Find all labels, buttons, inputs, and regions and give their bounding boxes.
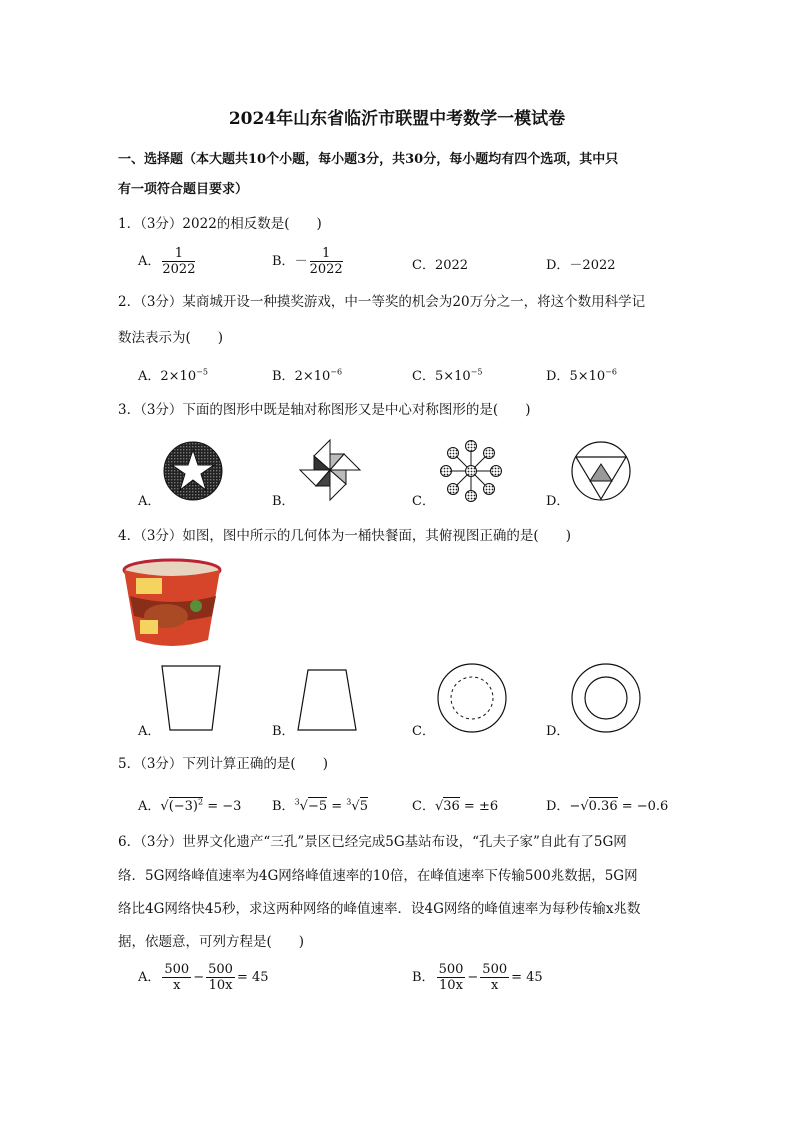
q2-d-exp: −6 — [605, 367, 617, 377]
q6-option-b — [412, 962, 543, 993]
q2-option-d — [546, 365, 617, 384]
q6-option-a — [138, 962, 269, 993]
page-title: 2024年山东省临沂市联盟中考数学一模试卷 — [228, 109, 566, 129]
q3-option-b: B． — [272, 494, 295, 509]
q3-figure-a-star-circle — [162, 440, 224, 502]
q6-b-n2: 500 — [482, 962, 508, 977]
q1-b-num: 1 — [310, 246, 343, 262]
q2-a-label: A． — [138, 369, 161, 384]
q2-c-base: 5×10 — [434, 369, 471, 384]
q4-option-a: A． — [138, 724, 161, 739]
q5-b-index: 3 — [294, 797, 300, 807]
q5-option-a: A．$√(-3)^2 = -3$ — [138, 797, 242, 814]
q5-option-d: D．−√0.36 = −0.6 — [546, 799, 669, 814]
section-heading-line1: 一、选择题（本大题共10个小题，每小题3分，共30分，每小题均有四个选项，其中只 — [118, 152, 619, 167]
q1-option-a — [138, 246, 197, 277]
q5-b-index2: 3 — [346, 797, 352, 807]
q5-c-rad: 36 — [443, 799, 460, 814]
q6-stem-line1: 6．（3分）世界文化遗产“三孔”景区已经完成5G基站布设，“孔夫子家”自此有了5G网 — [118, 834, 627, 850]
q5-a-label: A． — [138, 799, 161, 814]
q3-figure-d-triangle-circle — [570, 440, 632, 502]
q5-d-rad: 0.36 — [588, 799, 618, 814]
q6-a-op: − — [193, 970, 205, 985]
q2-a-exp: −5 — [196, 367, 208, 377]
q3-option-c: C． — [412, 494, 435, 509]
q1-b-den: 2022 — [309, 262, 343, 277]
q5-a-radicand — [169, 797, 203, 814]
q2-option-a — [138, 365, 208, 384]
q6-b-rhs: = 45 — [511, 970, 543, 985]
q1-a-label: A． — [138, 254, 161, 269]
q6-a-label: A． — [138, 970, 161, 985]
q5-b-rad: −5 — [307, 799, 328, 814]
q4-option-c: C． — [412, 724, 435, 739]
section-heading-line2: 有一项符合题目要求） — [118, 182, 249, 197]
q5-b-rad2: 5 — [359, 799, 368, 814]
q1-a-fraction — [162, 246, 195, 277]
q3-figure-b-pinwheel — [296, 436, 364, 504]
q1-b-sign: － — [294, 254, 308, 269]
q1-b-fraction — [310, 246, 343, 277]
q5-d-rhs: = −0.6 — [617, 799, 669, 814]
q5-option-b: B．$^3$√−5 = $^3$√5 — [272, 797, 368, 814]
q6-b-label: B． — [412, 970, 435, 985]
q1-option-c: C．2022 — [412, 258, 469, 273]
q6-b-d1: 10x — [439, 978, 463, 993]
q4-figure-d-concentric-circles — [570, 662, 642, 734]
q3-stem: 3．（3分）下面的图形中既是轴对称图形又是中心对称图形的是( ) — [118, 402, 531, 418]
q1-stem: 1．（3分）2022的相反数是( ) — [118, 216, 322, 232]
q5-d-sign: − — [569, 799, 581, 814]
q1-a-den: 2022 — [162, 262, 196, 277]
q5-b-mid: = — [327, 799, 347, 814]
q6-a-rhs: = 45 — [236, 970, 269, 985]
q6-a-frac1 — [162, 962, 191, 993]
q2-stem-line2: 数法表示为( ) — [118, 330, 224, 346]
q6-a-frac2 — [206, 962, 235, 993]
q6-a-d1: x — [173, 978, 181, 993]
q1-a-num: 1 — [162, 246, 195, 262]
q2-option-b — [272, 365, 342, 384]
q6-stem-line2: 络．5G网络峰值速率为4G网络峰值速率的10倍，在峰值速率下传输500兆数据，5G网 — [118, 868, 638, 884]
q6-b-frac1 — [437, 962, 466, 993]
q2-b-exp: −6 — [330, 367, 343, 377]
q2-option-c — [412, 365, 482, 384]
q5-c-label: C． — [412, 799, 435, 814]
q4-figure-b-trapezoid — [296, 668, 358, 732]
q6-a-n1: 500 — [164, 962, 190, 977]
q5-option-c: C．√36 = ±6 — [412, 799, 499, 814]
q6-b-op: − — [467, 970, 479, 985]
q5-a-rhs: = −3 — [203, 799, 242, 814]
q6-b-frac2 — [480, 962, 509, 993]
q6-stem-line4: 据，依题意，可列方程是( ) — [118, 934, 305, 950]
q2-d-base: 5×10 — [569, 369, 606, 384]
q4-option-b: B． — [272, 724, 295, 739]
q6-a-n2: 500 — [208, 962, 233, 977]
instant-noodle-bowl-image — [120, 556, 224, 652]
q5-d-label: D． — [546, 799, 570, 814]
q1-option-b — [272, 246, 345, 277]
q5-stem: 5．（3分）下列计算正确的是( ) — [118, 756, 328, 772]
q5-b-label: B． — [272, 799, 295, 814]
q2-d-label: D． — [546, 369, 570, 384]
q5-a-rad: (−3) — [168, 799, 198, 814]
q2-b-label: B． — [272, 369, 295, 384]
q4-figure-c-dashed-inner-circle — [436, 662, 508, 734]
q2-c-exp: −5 — [470, 367, 483, 377]
q3-figure-c-flower — [440, 440, 502, 502]
q4-option-d: D． — [546, 724, 570, 739]
q6-a-d2: 10x — [208, 978, 233, 993]
q3-option-a: A． — [138, 494, 161, 509]
q1-option-d: D．－2022 — [546, 258, 616, 273]
q4-figure-a-inverted-trapezoid — [160, 664, 222, 732]
q1-b-label: B． — [272, 254, 295, 269]
q2-stem-line1: 2．（3分）某商城开设一种摸奖游戏，中一等奖的机会为20万分之一，将这个数用科学记 — [118, 294, 646, 310]
q3-option-d: D． — [546, 494, 570, 509]
q6-stem-line3: 络比4G网络快45秒，求这两种网络的峰值速率．设4G网络的峰值速率为每秒传输x兆数 — [118, 901, 641, 917]
q2-a-base: 2×10 — [160, 369, 197, 384]
q2-b-base: 2×10 — [294, 369, 331, 384]
q5-a-exp: 2 — [198, 797, 204, 807]
q6-b-n1: 500 — [438, 962, 464, 977]
q5-c-rhs: = ±6 — [459, 799, 499, 814]
q2-c-label: C． — [412, 369, 435, 384]
q6-b-d2: x — [491, 978, 499, 993]
q4-stem: 4．（3分）如图，图中所示的几何体为一桶快餐面，其俯视图正确的是( ) — [118, 528, 571, 544]
